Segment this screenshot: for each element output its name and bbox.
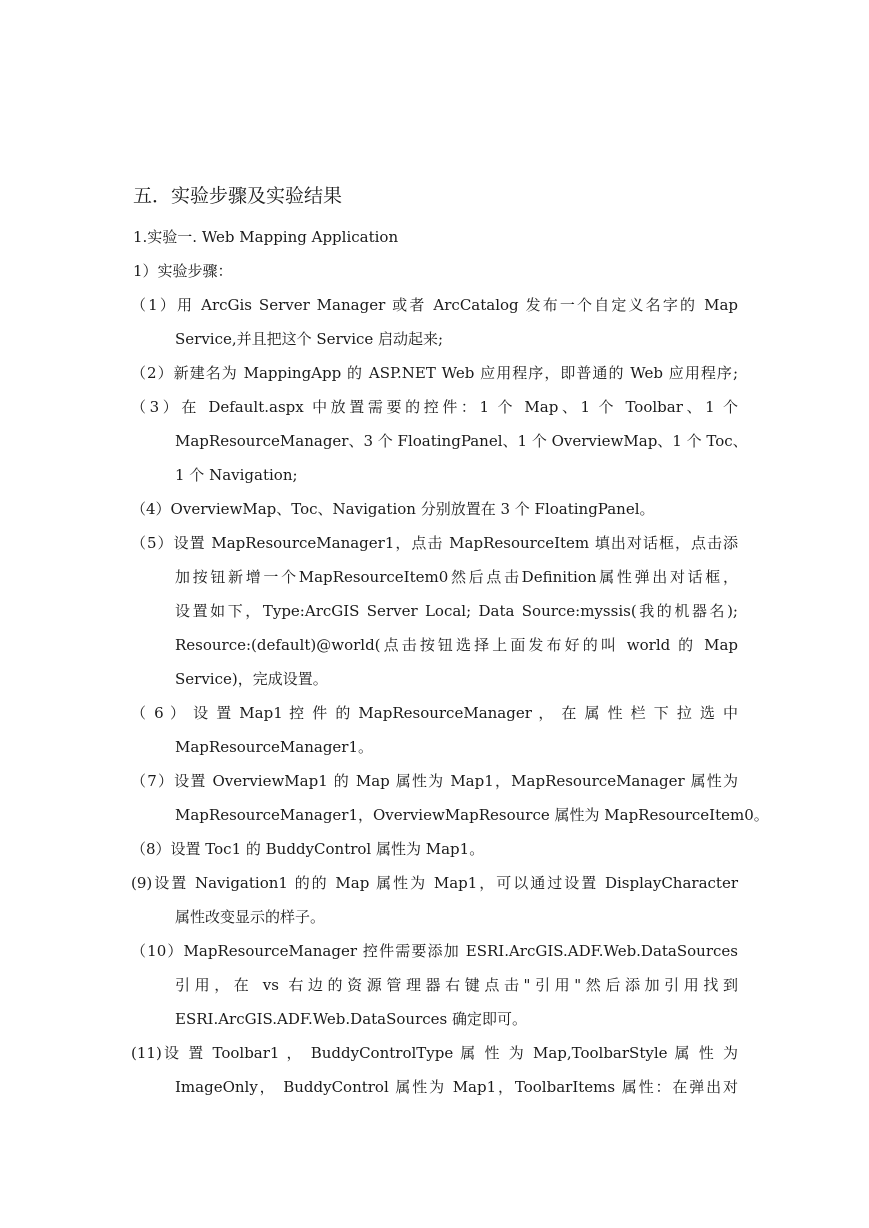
step-11-line-2: ImageOnly， BuddyControl 属性为 Map1，ToolbarItems 属性：在弹出对: [175, 1078, 738, 1096]
step-5-line-2: 加按钮新增一个MapResourceItem0然后点击Definition属性弹出对话框，: [175, 568, 738, 586]
steps-heading: 1）实验步骤：: [133, 262, 233, 280]
step-2-line-1: （2）新建名为 MappingApp 的 ASP.NET Web 应用程序，即普通的 Web 应用程序;: [131, 364, 738, 382]
step-4-line-1: （4）OverviewMap、Toc、Navigation 分别放置在 3 个 FloatingPanel。: [131, 500, 655, 518]
step-7-line-1: （7）设置 OverviewMap1 的 Map 属性为 Map1，MapResourceManager 属性为: [131, 772, 738, 790]
step-5-line-1: （5）设置 MapResourceManager1，点击 MapResourceItem 填出对话框，点击添: [131, 534, 738, 552]
section-title: 五．实验步骤及实验结果: [133, 185, 343, 207]
step-5-line-5: Service)，完成设置。: [175, 670, 328, 688]
step-3-line-1: （3）在 Default.aspx 中放置需要的控件：1 个 Map、1 个 Toolbar、1 个: [131, 398, 738, 416]
step-3-line-3: 1 个 Navigation;: [175, 466, 298, 484]
step-10-line-3: ESRI.ArcGIS.ADF.Web.DataSources 确定即可。: [175, 1010, 527, 1028]
step-9-line-2: 属性改变显示的样子。: [175, 908, 326, 926]
subsection-heading: 1.实验一. Web Mapping Application: [133, 228, 399, 246]
step-10-line-2: 引用，在 vs 右边的资源管理器右键点击"引用"然后添加引用找到: [175, 976, 738, 994]
step-8-line-1: （8）设置 Toc1 的 BuddyControl 属性为 Map1。: [131, 840, 485, 858]
step-7-line-2: MapResourceManager1，OverviewMapResource 属性为 MapResourceItem0。: [175, 806, 769, 824]
step-5-line-3: 设置如下，Type:ArcGIS Server Local; Data Source:myssis(我的机器名);: [175, 602, 738, 620]
step-3-line-2: MapResourceManager、3 个 FloatingPanel、1 个 OverviewMap、1 个 Toc、: [175, 432, 748, 450]
step-6-line-1: （ 6 ） 设 置 Map1 控 件 的 MapResourceManager ， 在 属 性 栏 下 拉 选 中: [131, 704, 738, 722]
step-10-line-1: （10）MapResourceManager 控件需要添加 ESRI.ArcGIS.ADF.Web.DataSources: [131, 942, 738, 960]
step-1-line-2: Service,并且把这个 Service 启动起来;: [175, 330, 444, 348]
step-11-line-1: (11)设 置 Toolbar1 ， BuddyControlType 属 性 为 Map,ToolbarStyle 属 性 为: [131, 1044, 738, 1062]
step-9-line-1: (9)设置 Navigation1 的的 Map 属性为 Map1，可以通过设置 DisplayCharacter: [131, 874, 738, 892]
step-1-line-1: （1）用 ArcGis Server Manager 或者 ArcCatalog 发布一个自定义名字的 Map: [131, 296, 738, 314]
step-6-line-2: MapResourceManager1。: [175, 738, 374, 756]
step-5-line-4: Resource:(default)@world(点击按钮选择上面发布好的叫 world 的 Map: [175, 636, 738, 654]
